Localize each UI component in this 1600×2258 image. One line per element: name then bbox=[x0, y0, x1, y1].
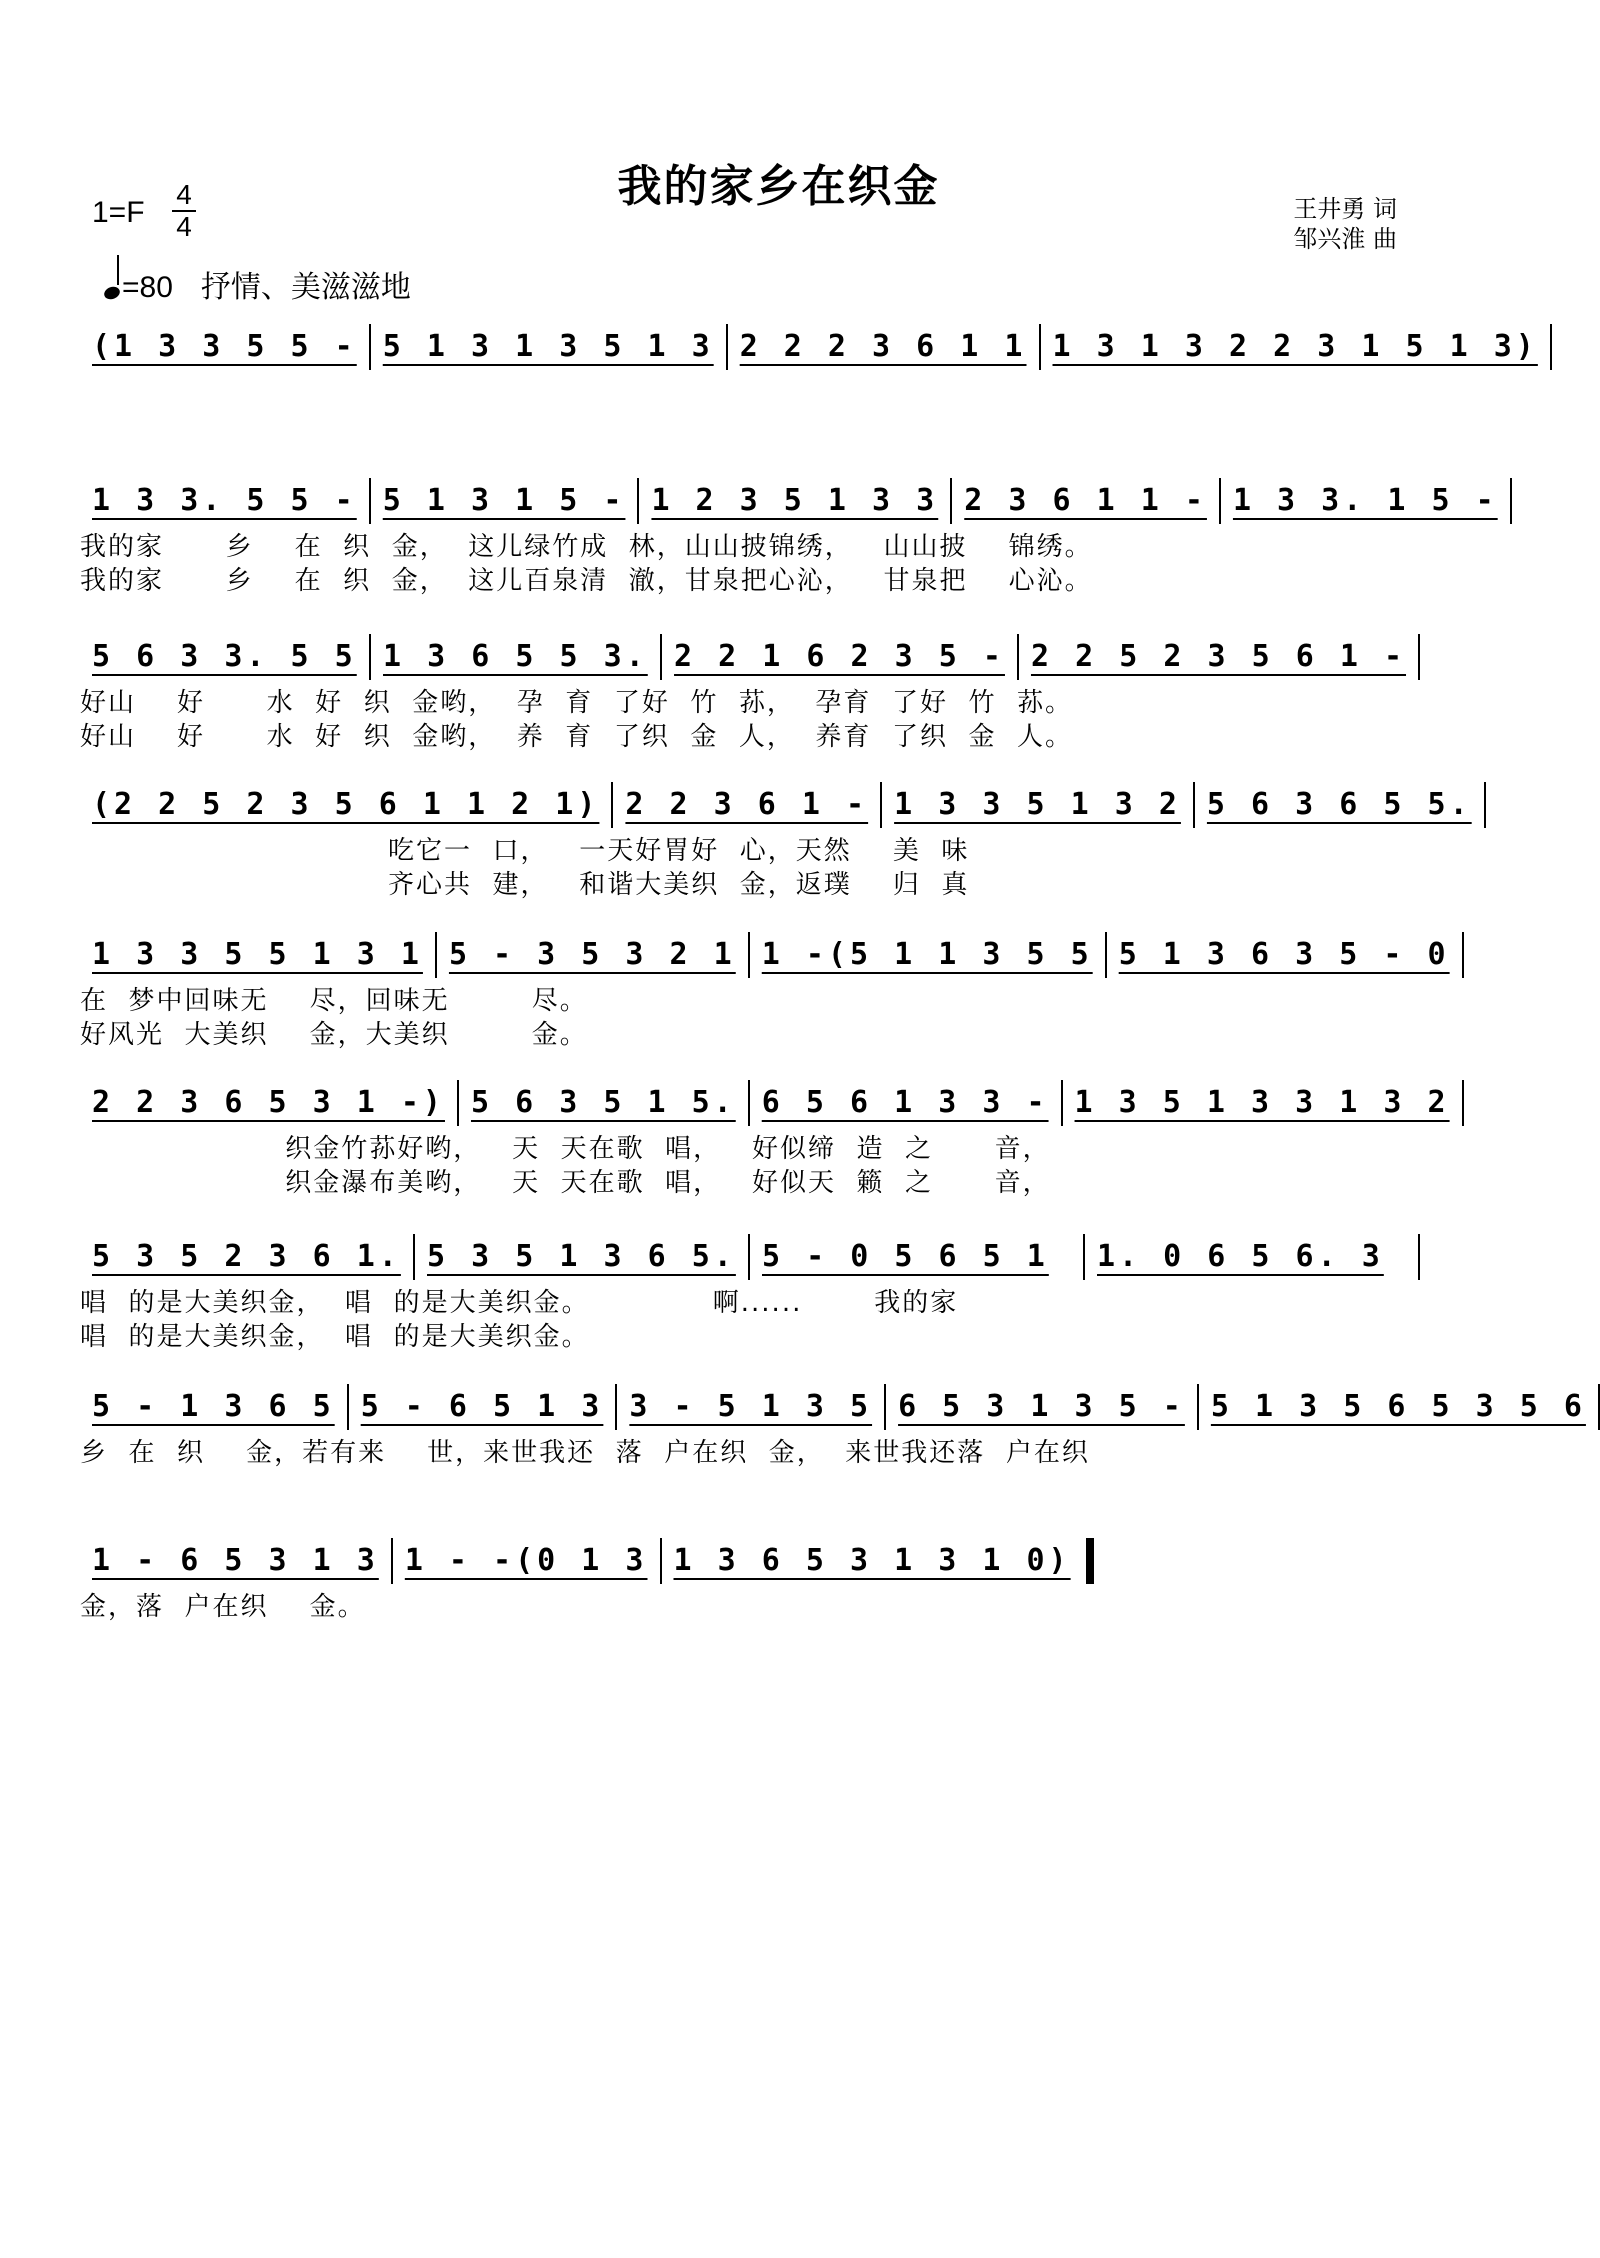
measure: 1 3 3. 5 5 - bbox=[92, 483, 357, 518]
meter-top: 4 bbox=[172, 180, 196, 212]
lyric-line: 乡 在 织 金，若有来 世，来世我还 落 户在织 金， 来世我还落 户在织 bbox=[80, 1438, 1090, 1468]
measure: 1. 0 6 5 6. 3 bbox=[1097, 1239, 1384, 1274]
expression-mark: 抒情、美滋滋地 bbox=[200, 270, 411, 305]
score-system bbox=[80, 1378, 1586, 1470]
measure: (2 2 5 2 3 5 6 1 1 2 1) bbox=[92, 787, 600, 822]
lyric-line: 好山 好 水 好 织 金哟， 养 育 了织 金 人， 养育 了织 金 人。 bbox=[80, 722, 1073, 752]
lyric-line: 唱 的是大美织金， 唱 的是大美织金。 bbox=[80, 1322, 590, 1352]
measure: 1 - 6 5 3 1 3 bbox=[92, 1543, 379, 1578]
composer: 邹兴淮 曲 bbox=[1293, 225, 1397, 253]
score-system bbox=[80, 1074, 1450, 1200]
lyricist: 王井勇 词 bbox=[1293, 195, 1397, 223]
lyric-line: 齐心共 建， 和谐大美织 金，返璞 归 真 bbox=[80, 870, 970, 900]
measure: 5 1 3 6 3 5 - 0 bbox=[1118, 937, 1450, 972]
score-system bbox=[80, 926, 1450, 1052]
measure: 5 - 6 5 1 3 bbox=[360, 1389, 604, 1424]
final-barline bbox=[1086, 1538, 1094, 1584]
measure-line bbox=[80, 318, 1538, 376]
score-system bbox=[80, 1532, 1420, 1624]
measure: 1 3 3 5 1 3 2 bbox=[894, 787, 1181, 822]
barline bbox=[1418, 634, 1420, 680]
measure: 1 2 3 5 1 3 3 bbox=[651, 483, 939, 518]
measure: 5 1 3 5 6 5 3 5 6 bbox=[1210, 1389, 1586, 1424]
measure: 1 3 3 5 5 1 3 1 bbox=[92, 937, 423, 972]
time-signature bbox=[172, 180, 196, 242]
tempo-marking bbox=[104, 262, 411, 306]
measure: 2 2 3 6 5 3 1 -) bbox=[92, 1085, 445, 1120]
measure: 1 -(5 1 1 3 5 5 bbox=[761, 937, 1093, 972]
measure: 2 2 5 2 3 5 6 1 - bbox=[1030, 639, 1407, 674]
key-signature: 1=F bbox=[92, 196, 145, 229]
barline bbox=[1418, 1234, 1420, 1280]
lyric-line: 好山 好 水 好 织 金哟， 孕 育 了好 竹 荪， 孕育 了好 竹 荪。 bbox=[80, 688, 1073, 718]
lyric-line: 织金瀑布美哟， 天 天在歌 唱， 好似天 籁 之 音， bbox=[80, 1168, 1051, 1198]
meter-bottom: 4 bbox=[176, 211, 192, 242]
barline bbox=[1462, 932, 1464, 978]
measure-line bbox=[80, 472, 1498, 530]
barline bbox=[1550, 324, 1552, 370]
score-system bbox=[80, 1228, 1420, 1354]
tempo-value: =80 bbox=[122, 271, 173, 304]
lyric-line: 好风光 大美织 金，大美织 金。 bbox=[80, 1020, 588, 1050]
measure: 6 5 3 1 3 5 - bbox=[898, 1389, 1185, 1424]
measure: 2 2 2 3 6 1 1 bbox=[739, 329, 1027, 364]
measure: 1 3 3. 1 5 - bbox=[1232, 483, 1498, 518]
measure: 5 - 0 5 6 5 1 bbox=[762, 1239, 1049, 1274]
measure: 1 3 1 3 2 2 3 1 5 1 3) bbox=[1052, 329, 1538, 364]
measure: 6 5 6 1 3 3 - bbox=[761, 1085, 1049, 1120]
credits bbox=[1293, 194, 1397, 254]
measure: 2 2 1 6 2 3 5 - bbox=[674, 639, 1005, 674]
lyric-line: 我的家 乡 在 织 金， 这儿绿竹成 林，山山披锦绣， 山山披 锦绣。 bbox=[80, 532, 1093, 562]
lyric-line: 在 梦中回味无 尽，回味无 尽。 bbox=[80, 986, 588, 1016]
measure: 1 3 6 5 3 1 3 1 0) bbox=[673, 1543, 1071, 1578]
measure: 2 3 6 1 1 - bbox=[964, 483, 1207, 518]
measure: 2 2 3 6 1 - bbox=[625, 787, 869, 822]
measure: 1 - -(0 1 3 bbox=[404, 1543, 648, 1578]
measure: 5 1 3 1 5 - bbox=[382, 483, 626, 518]
measure-line bbox=[80, 1074, 1450, 1132]
measure: 5 3 5 1 3 6 5. bbox=[427, 1239, 736, 1274]
measure: 5 3 5 2 3 6 1. bbox=[92, 1239, 401, 1274]
score-system bbox=[80, 776, 1472, 902]
measure-line bbox=[80, 926, 1450, 984]
score-system bbox=[80, 472, 1498, 598]
measure: 5 6 3 5 1 5. bbox=[470, 1085, 736, 1120]
measure: 5 6 3 3. 5 5 bbox=[92, 639, 357, 674]
quarter-note-icon bbox=[102, 285, 121, 302]
measure: 5 1 3 1 3 5 1 3 bbox=[382, 329, 714, 364]
barline bbox=[1484, 782, 1486, 828]
measure: (1 3 3 5 5 - bbox=[92, 329, 357, 364]
lyric-line: 唱 的是大美织金， 唱 的是大美织金。 啊...... 我的家 bbox=[80, 1288, 959, 1318]
barline bbox=[1462, 1080, 1464, 1126]
measure-line bbox=[80, 1228, 1420, 1286]
barline bbox=[1510, 478, 1512, 524]
measure: 5 6 3 6 5 5. bbox=[1206, 787, 1472, 822]
measure: 5 - 3 5 3 2 1 bbox=[448, 937, 736, 972]
lyric-line: 吃它一 口， 一天好胃好 心，天然 美 味 bbox=[80, 836, 970, 866]
measure-line bbox=[80, 628, 1420, 686]
score-system bbox=[80, 318, 1538, 376]
measure: 1 3 6 5 5 3. bbox=[383, 639, 648, 674]
lyric-line: 织金竹荪好哟， 天 天在歌 唱， 好似缔 造 之 音， bbox=[80, 1134, 1051, 1164]
measure: 1 3 5 1 3 3 1 3 2 bbox=[1074, 1085, 1450, 1120]
score-system bbox=[80, 628, 1420, 754]
measure: 3 - 5 1 3 5 bbox=[629, 1389, 873, 1424]
lyric-line: 金，落 户在织 金。 bbox=[80, 1592, 366, 1622]
song-title: 我的家乡在织金 bbox=[617, 161, 940, 212]
measure: 5 - 1 3 6 5 bbox=[92, 1389, 335, 1424]
measure-line bbox=[80, 1532, 1071, 1590]
measure-line bbox=[80, 1378, 1586, 1436]
measure-line bbox=[80, 776, 1472, 834]
lyric-line: 我的家 乡 在 织 金， 这儿百泉清 澈，甘泉把心沁， 甘泉把 心沁。 bbox=[80, 566, 1093, 596]
